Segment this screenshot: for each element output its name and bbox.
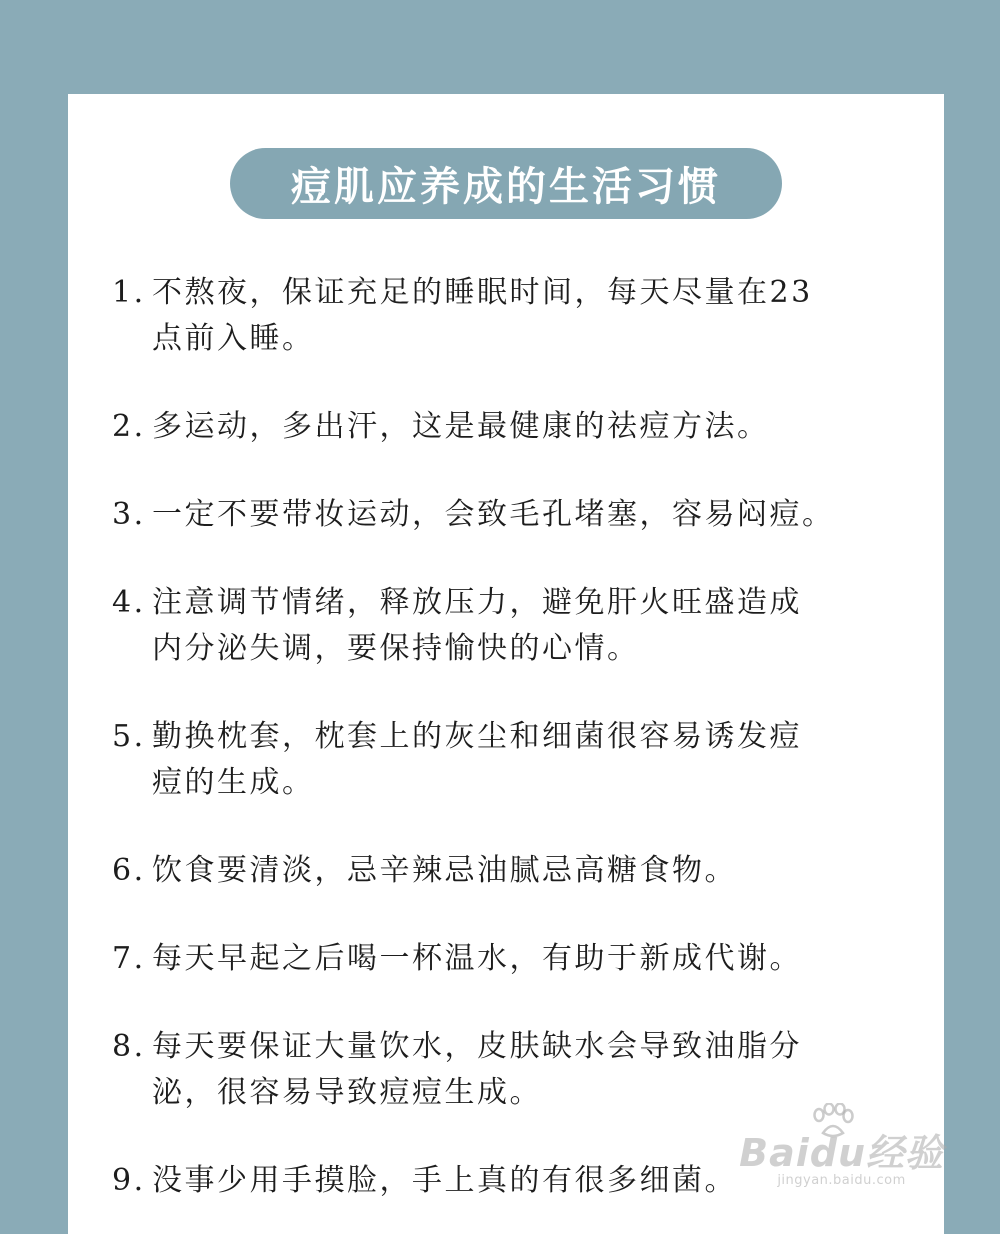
item-text: 没事少用手摸脸，手上真的有很多细菌。 xyxy=(152,1163,737,1198)
item-number: 8. xyxy=(112,1029,146,1064)
item-number: 3. xyxy=(112,497,146,532)
item-text: 每天早起之后喝一杯温水，有助于新成代谢。 xyxy=(152,941,802,976)
list-item xyxy=(112,492,902,538)
content-card xyxy=(68,94,944,1234)
item-number: 7. xyxy=(112,941,146,976)
item-text: 每天要保证大量饮水，皮肤缺水会导致油脂分 泌，很容易导致痘痘生成。 xyxy=(152,1029,802,1110)
item-number: 1. xyxy=(112,275,146,310)
item-text: 饮食要清淡，忌辛辣忌油腻忌高糖食物。 xyxy=(152,853,737,888)
item-number: 9. xyxy=(112,1163,146,1198)
watermark-logo: Baidu经验 xyxy=(739,1131,944,1175)
list-item xyxy=(112,848,902,894)
item-number: 6. xyxy=(112,853,146,888)
item-text: 勤换枕套，枕套上的灰尘和细菌很容易诱发痘 痘的生成。 xyxy=(152,719,802,800)
list-item xyxy=(112,404,902,450)
page-title: 痘肌应养成的生活习惯 xyxy=(291,164,721,210)
item-text: 一定不要带妆运动，会致毛孔堵塞，容易闷痘。 xyxy=(152,497,835,532)
item-text: 注意调节情绪，释放压力，避免肝火旺盛造成 内分泌失调，要保持愉快的心情。 xyxy=(152,585,802,666)
item-text: 多运动，多出汗，这是最健康的祛痘方法。 xyxy=(152,409,770,444)
baidu-watermark xyxy=(739,1133,944,1189)
list-item xyxy=(112,936,902,982)
list-item xyxy=(112,270,902,362)
item-text: 不熬夜，保证充足的睡眠时间，每天尽量在23 点前入睡。 xyxy=(152,275,813,356)
list-item xyxy=(112,1024,902,1116)
paw-icon xyxy=(809,1103,855,1139)
title-banner xyxy=(230,148,782,219)
list-item xyxy=(112,714,902,806)
item-number: 2. xyxy=(112,409,146,444)
item-number: 4. xyxy=(112,585,146,620)
watermark-url: jingyan.baidu.com xyxy=(777,1173,906,1188)
item-number: 5. xyxy=(112,719,146,754)
habit-list xyxy=(112,270,902,1204)
list-item xyxy=(112,580,902,672)
